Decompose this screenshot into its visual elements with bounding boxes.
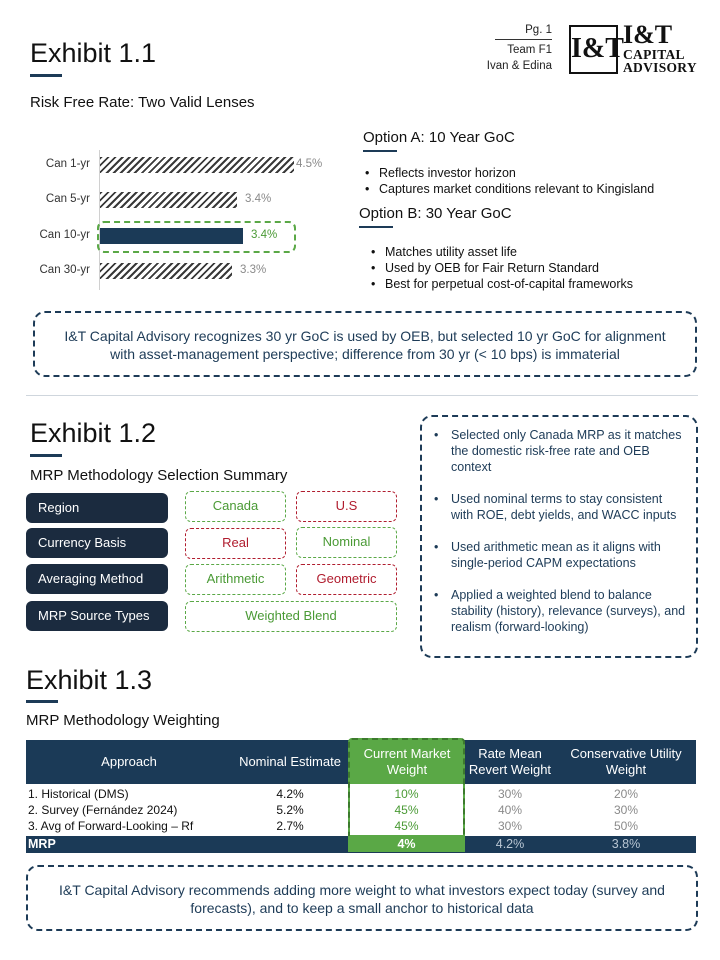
cell-mrp-label: MRP <box>28 837 56 851</box>
exhibit-1-1-callout <box>33 311 697 377</box>
bar-label: Can 1-yr <box>45 158 90 170</box>
logo-wordmark <box>623 22 703 74</box>
option-b-bullet: • Best for perpetual cost-of-capital frameworks <box>369 276 699 292</box>
methodology-rationale-box <box>420 415 698 658</box>
rationale-bullet: • Selected only Canada MRP as it matches the domestic risk-free rate and OEB context <box>422 427 686 475</box>
exhibit-1-1-underline <box>30 74 62 77</box>
exhibit-1-2-subtitle: MRP Methodology Selection Summary <box>30 467 288 484</box>
logo-line-3: ADVISORY <box>623 60 697 75</box>
bar-value-label: 4.5% <box>296 158 323 170</box>
exhibit-1-1-title: Exhibit 1.1 <box>30 38 157 68</box>
cell-revert: 30% <box>497 787 523 801</box>
cell-approach: 3. Avg of Forward-Looking – Rf <box>28 819 194 833</box>
option-b-bullet: • Matches utility asset life <box>369 244 699 260</box>
cell-mrp-conservative: 3.8% <box>611 837 641 851</box>
option-a-title: Option A: 10 Year GoC <box>363 129 515 146</box>
exhibit-1-3-subtitle: MRP Methodology Weighting <box>26 712 220 729</box>
option-a-bullets <box>363 165 703 197</box>
option-weighted-blend: Weighted Blend <box>185 601 397 632</box>
logo-mark <box>569 25 624 74</box>
col-header-rate-mean-revert-weight: Rate Mean Revert Weight <box>468 746 552 777</box>
chart-highlight-box <box>97 221 296 253</box>
rationale-bullets <box>422 427 686 635</box>
cell-revert: 40% <box>497 803 523 817</box>
exhibit-1-3-callout <box>26 865 698 931</box>
bar-label: Can 30-yr <box>39 264 90 276</box>
criteria-currency-basis: Currency Basis <box>26 528 168 558</box>
exhibit-1-1-callout-text: I&T Capital Advisory recognizes 30 yr GoC is used by OEB, but selected 10 yr GoC for alignment with asset-management perspective; difference from 30 yr (< 10 bps) is immaterial <box>64 328 666 362</box>
weighting-table <box>26 740 696 854</box>
cell-approach: 2. Survey (Fernández 2024) <box>28 803 178 817</box>
cell-approach: 1. Historical (DMS) <box>28 787 129 801</box>
authors: Ivan & Edina <box>486 60 552 72</box>
rationale-bullet: • Used arithmetic mean as it aligns with single-period CAPM expectations <box>422 539 686 571</box>
exhibit-1-3-callout-text: I&T Capital Advisory recommends adding more weight to what investors expect today (survey and forecasts), and to keep a small anchor to historical data <box>59 882 665 916</box>
cell-current: 10% <box>394 787 419 801</box>
bar-value-label: 3.3% <box>240 264 267 276</box>
option-b-underline <box>359 226 393 228</box>
bar-value-label: 3.4% <box>245 193 272 205</box>
exhibit-1-2-title: Exhibit 1.2 <box>30 418 157 448</box>
logo-mark-text: I&T <box>571 33 624 64</box>
col-header-current-market-weight: Current Market Weight <box>363 746 451 777</box>
option-b-bullet: • Used by OEB for Fair Return Standard <box>369 260 699 276</box>
col-header-nominal-estimate: Nominal Estimate <box>239 754 341 769</box>
option-a-underline <box>363 150 397 152</box>
criteria-mrp-source-types: MRP Source Types <box>26 601 168 631</box>
criteria-region: Region <box>26 493 168 523</box>
option-geometric: Geometric <box>296 564 397 595</box>
cell-estimate: 2.7% <box>276 819 304 833</box>
team-name: Team F1 <box>507 44 552 56</box>
option-canada: Canada <box>185 491 286 522</box>
cell-current: 45% <box>394 819 419 833</box>
bar <box>100 263 232 279</box>
col-header-approach: Approach <box>101 754 157 769</box>
exhibit-1-1-subtitle: Risk Free Rate: Two Valid Lenses <box>30 94 255 111</box>
cell-estimate: 5.2% <box>276 803 304 817</box>
rationale-bullet: • Used nominal terms to stay consistent with ROE, debt yields, and WACC inputs <box>422 491 686 523</box>
bar <box>100 192 237 208</box>
table-total-row <box>26 836 696 853</box>
logo-line-1: I&T <box>623 20 673 49</box>
cell-mrp-current: 4% <box>348 836 465 852</box>
col-header-conservative-utility-weight: Conservative Utility Weight <box>570 746 682 777</box>
exhibit-1-3-underline <box>26 700 58 703</box>
section-divider <box>26 395 698 396</box>
option-arithmetic: Arithmetic <box>185 564 286 595</box>
bar-label: Can 5-yr <box>45 193 90 205</box>
table-row <box>26 818 696 834</box>
bar <box>100 157 294 173</box>
option-b-title: Option B: 30 Year GoC <box>359 205 512 222</box>
cell-conservative: 20% <box>613 787 639 801</box>
exhibit-1-3-title: Exhibit 1.3 <box>26 665 153 695</box>
table-row <box>26 786 696 802</box>
cell-conservative: 30% <box>613 803 639 817</box>
option-a-bullet: • Captures market conditions relevant to Kingisland <box>363 181 703 197</box>
logo-line-2: CAPITAL <box>623 47 685 62</box>
option-us: U.S <box>296 491 397 522</box>
cell-current: 45% <box>394 803 419 817</box>
cell-estimate: 4.2% <box>276 787 304 801</box>
option-b-bullets <box>369 244 699 292</box>
bar-label: Can 10-yr <box>39 229 90 241</box>
exhibit-1-2-underline <box>30 454 62 457</box>
option-real: Real <box>185 528 286 559</box>
cell-conservative: 50% <box>613 819 639 833</box>
option-a-bullet: • Reflects investor horizon <box>363 165 703 181</box>
page-info <box>470 22 552 74</box>
cell-mrp-revert: 4.2% <box>495 837 525 851</box>
page-number: Pg. 1 <box>495 22 552 40</box>
table-row <box>26 802 696 818</box>
option-nominal: Nominal <box>296 527 397 558</box>
bar-value-label: 3.4% <box>251 229 278 241</box>
rationale-bullet: • Applied a weighted blend to balance stability (history), relevance (surveys), and realism (forward-looking) <box>422 587 686 635</box>
criteria-averaging-method: Averaging Method <box>26 564 168 594</box>
cell-revert: 30% <box>497 819 523 833</box>
